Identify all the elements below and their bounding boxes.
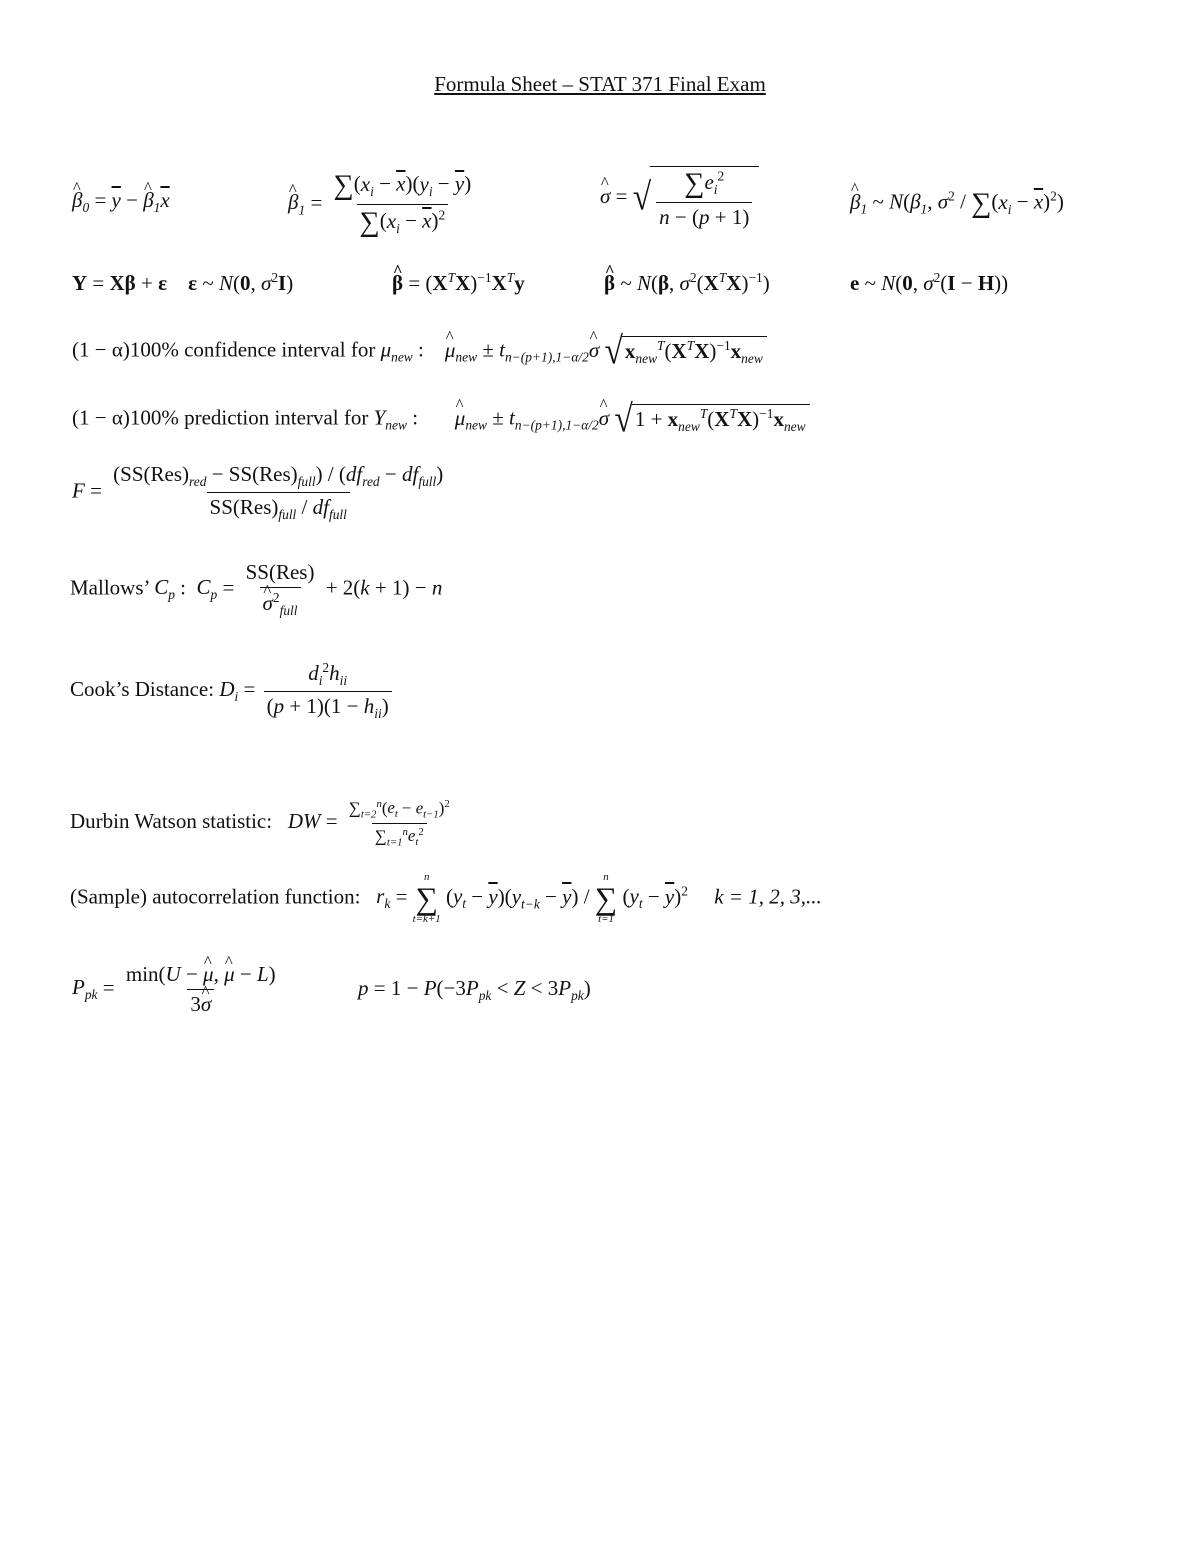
formula-residual-dist: e ~ N(0, $\sigma^2(I - H)$) [850,270,1009,296]
formula-cooks-distance: Cook’s Distance: $D_i$ = $\frac{d_i^2h_{ii}}{(p + 1)(1 - h_{ii})}$ [70,660,395,722]
formula-linear-model: Y = Xβ + ε ε ~ N(0, $\sigma^2I$) [72,270,294,296]
formula-autocorrelation: (Sample) autocorrelation function: $r_k$ = n ∑ t=k+1 $(y_t - \overline{y})(y_{t-k} - \overline{y})$ / n ∑ t=1 $(y_t - \overline{y})^2$ k = 1, 2, 3,... [70,871,822,926]
acf-label: (Sample) autocorrelation function: [70,884,361,909]
k-values: k = 1, 2, 3,... [714,884,822,909]
formula-ppk: $P_{pk}$ = $\frac{\min(U - \^{} \mu, \^{} \mu - L)}{3\^{} \sigma}$ [72,962,282,1017]
formula-beta0: ^ $\beta_0 = \overline{y}$ − ^ $\beta_1\overline{x}$ [72,188,170,216]
ci-label: (1 − α)100% confidence interval for [72,337,376,362]
formula-mallows-cp: Mallows’ $C_p$ : $C_p$ = SS(Res) ^ $\sigma^2_{full}$ + 2(k + 1) − n [70,560,442,619]
formula-confidence-interval: (1 − α)100% confidence interval for $\mu_{new}$ : ^ $\mu_{new}$ ± $t_{n-(p+1),1-\alpha/2}\^{}$ σ √ $x_{new}^T(X^TX)^{-1}x_{new}$ [72,335,767,369]
cooks-label: Cook’s Distance: [70,676,215,701]
pi-label: (1 − α)100% prediction interval for [72,405,369,430]
durbin-label: Durbin Watson statistic: [70,808,273,833]
mallows-label: Mallows’ [70,575,149,600]
formula-f-statistic: F = $\frac{(SS(Res)_{red} - SS(Res)_{full}) / (df_{red} - df_{full})}{SS(Res)_{full} / df_{full}}$ [72,462,444,523]
formula-beta-hat-dist: ^ β ~ N(β, $\sigma^2(X^TX)^{-1}$) [604,270,770,296]
formula-sigma-hat: ^ σ = √ $\frac{\sum e_i^2}{n - (p + 1)}$ [600,166,759,230]
formula-prediction-interval: (1 − α)100% prediction interval for $Y_{new}$ : ^ $\mu_{new}$ ± $t_{n-(p+1),1-\alpha/2}\^{}$ σ √ $1 + x_{new}^T(X^TX)^{-1}x_{new}$ [72,403,810,437]
formula-beta-hat: ^ $\beta = (X^TX)^{-1}X^Ty$ [392,270,525,296]
formula-beta1: ^ $\beta_1$ = $\frac{\sum(x_i - \overline{x})(y_i - \overline{y})}{\sum(x_i - \overline{x})^2}$ [288,170,477,239]
formula-p-value: $p = 1 - P(-3P_{pk} < Z < 3P_{pk})$ [358,976,591,1004]
formula-durbin-watson: Durbin Watson statistic: DW = $\frac{\sum_{t=2}^n(e_t - e_{t-1})^2}{\sum_{t=1}^ne_t^2}$ [70,798,450,849]
page-title: Formula Sheet – STAT 371 Final Exam [434,72,766,96]
formula-beta1-dist: ^ $\beta_1$ ~ $N(\beta_1$, $\sigma^2 / \sum(x_i - \overline{x})^2$) [850,188,1064,220]
